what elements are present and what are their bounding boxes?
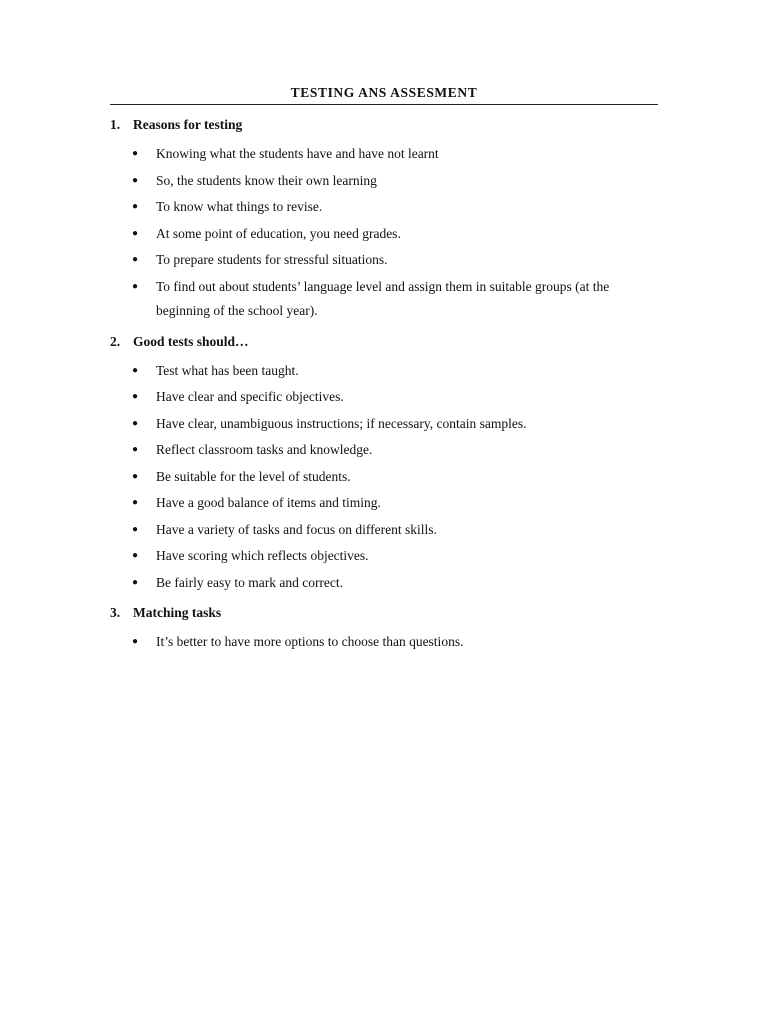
list-item-text: Test what has been taught.: [156, 362, 299, 378]
list-item-text: At some point of education, you need grades.: [156, 225, 401, 241]
bullet-list: [110, 359, 658, 596]
bullet-list: [110, 142, 658, 324]
list-item-text: To know what things to revise.: [156, 199, 323, 214]
list-item: [110, 142, 658, 167]
section-number: 2.: [110, 333, 121, 349]
section-reasons-for-testing: [110, 116, 658, 324]
section-heading: [110, 116, 658, 134]
list-item-text: Be fairly easy to mark and correct.: [156, 574, 344, 590]
document-page: [110, 84, 658, 664]
section-number: 1.: [110, 117, 121, 132]
bullet-icon: ●: [132, 444, 139, 455]
list-item: [110, 222, 658, 247]
list-item-text: Have a good balance of items and timing.: [156, 495, 381, 510]
bullet-icon: ●: [132, 636, 139, 647]
bullet-icon: ●: [132, 174, 139, 186]
list-item: [110, 571, 658, 596]
list-item-text: Have scoring which reflects objectives.: [156, 548, 369, 563]
list-item-text: Have clear and specific objectives.: [156, 389, 344, 404]
list-item-text: So, the students know their own learning: [156, 172, 377, 188]
bullet-icon: ●: [132, 148, 139, 159]
bullet-icon: ●: [132, 550, 139, 561]
list-item: [110, 195, 658, 220]
bullet-icon: ●: [132, 523, 139, 535]
list-item-text: Reflect classroom tasks and knowledge.: [156, 442, 373, 457]
bullet-icon: ●: [132, 254, 139, 265]
list-item-text: Have clear, unambiguous instructions; if necessary, contain samples.: [156, 415, 527, 431]
bullet-icon: ●: [132, 391, 139, 402]
section-matching-tasks: [110, 604, 658, 655]
list-item-text: Be suitable for the level of students.: [156, 468, 351, 484]
bullet-icon: ●: [132, 417, 139, 429]
bullet-icon: ●: [132, 227, 139, 239]
list-item: [110, 385, 658, 410]
list-item-text: To prepare students for stressful situations.: [156, 252, 388, 267]
section-heading: [110, 604, 658, 622]
list-item: [110, 465, 658, 490]
list-item: [110, 518, 658, 543]
bullet-icon: ●: [132, 201, 139, 212]
section-number: 3.: [110, 605, 121, 620]
list-item: [110, 412, 658, 437]
list-item: [110, 248, 658, 273]
list-item-text: To find out about students’ language level and assign them in suitable groups (at the beginning of the school year).: [156, 278, 610, 318]
bullet-icon: ●: [132, 470, 139, 482]
list-item-text: It’s better to have more options to choose than questions.: [156, 634, 464, 649]
bullet-icon: ●: [132, 364, 139, 376]
list-item: [110, 491, 658, 516]
section-heading-text: Good tests should…: [133, 333, 249, 349]
bullet-list: [110, 630, 658, 655]
bullet-icon: ●: [132, 497, 139, 508]
section-heading-text: Matching tasks: [133, 605, 222, 620]
list-item-text: Knowing what the students have and have not learnt: [156, 146, 439, 161]
document-title: TESTING ANS ASSESMENT: [290, 85, 478, 100]
section-heading: [110, 333, 658, 351]
section-good-tests-should: [110, 333, 658, 596]
section-heading-text: Reasons for testing: [133, 117, 243, 132]
title-divider: [110, 104, 658, 105]
list-item: [110, 169, 658, 194]
list-item: [110, 438, 658, 463]
list-item: [110, 544, 658, 569]
list-item: [110, 359, 658, 384]
list-item: [110, 275, 658, 324]
list-item-text: Have a variety of tasks and focus on different skills.: [156, 521, 437, 537]
bullet-icon: ●: [132, 576, 139, 588]
list-item: [110, 630, 658, 655]
bullet-icon: ●: [132, 280, 139, 292]
